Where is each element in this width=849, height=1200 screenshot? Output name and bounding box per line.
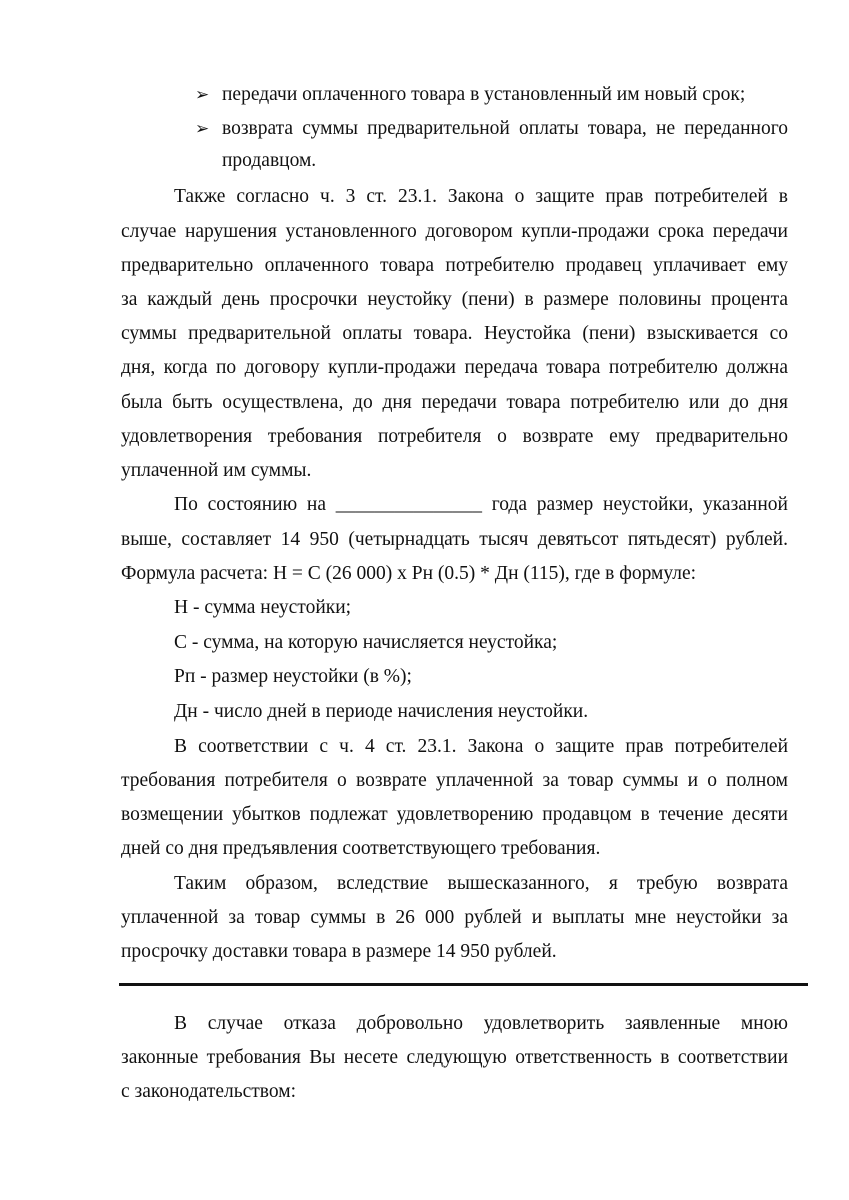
paragraph-5-line: В случае отказа добровольно удовлетворить заявленные мною	[174, 1013, 788, 1034]
formula-line: Формула расчета: Н = С (26 000) х Рн (0.5) * Дн (115), где в формуле:	[121, 563, 697, 584]
bullet-arrow-icon: ➢	[195, 85, 210, 104]
paragraph-1-line: случае нарушения установленного договором купли-продажи срока передачи	[121, 221, 788, 242]
bullet-arrow-icon: ➢	[195, 119, 210, 138]
paragraph-1-line: суммы предварительной оплаты товара. Неустойка (пени) взыскивается со	[121, 323, 788, 344]
paragraph-3-line: возмещении убытков подлежат удовлетворению продавцом в течение десяти	[121, 804, 788, 825]
paragraph-1-line: за каждый день просрочки неустойку (пени) в размере половины процента	[121, 289, 788, 310]
paragraph-4-line: уплаченной за товар суммы в 26 000 рублей и выплаты мне неустойки за	[121, 907, 788, 928]
paragraph-3-line: дней со дня предъявления соответствующего требования.	[121, 838, 601, 859]
paragraph-4-line: Таким образом, вследствие вышесказанного, я требую возврата	[174, 873, 788, 894]
paragraph-3-line: требования потребителя о возврате уплаченной за товар суммы и о полном	[121, 770, 788, 791]
paragraph-1-line: уплаченной им суммы.	[121, 460, 312, 481]
paragraph-5-line: с законодательством:	[121, 1081, 297, 1102]
definition-line: Рп - размер неустойки (в %);	[174, 666, 412, 687]
definition-line: Дн - число дней в периоде начисления неустойки.	[174, 701, 589, 722]
bullet-item-2-line-2: продавцом.	[222, 150, 317, 171]
section-divider	[119, 983, 808, 986]
paragraph-1-line: удовлетворения требования потребителя о возврате ему предварительно	[121, 426, 788, 447]
paragraph-4-line: просрочку доставки товара в размере 14 950 рублей.	[121, 941, 557, 962]
paragraph-1-line: Также согласно ч. 3 ст. 23.1. Закона о защите прав потребителей в	[174, 186, 788, 207]
definition-line: Н - сумма неустойки;	[174, 597, 352, 618]
paragraph-2-line: выше, составляет 14 950 (четырнадцать тысяч девятьсот пятьдесят) рублей.	[121, 529, 788, 550]
paragraph-3-line: В соответствии с ч. 4 ст. 23.1. Закона о защите прав потребителей	[174, 736, 788, 757]
paragraph-1-line: предварительно оплаченного товара потребителю продавец уплачивает ему	[121, 255, 788, 276]
paragraph-1-line: была быть осуществлена, до дня передачи товара потребителю или до дня	[121, 392, 788, 413]
paragraph-1-line: дня, когда по договору купли-продажи передача товара потребителю должна	[121, 357, 788, 378]
bullet-item-1: передачи оплаченного товара в установленный им новый срок;	[222, 84, 746, 105]
bullet-item-2-line-1: возврата суммы предварительной оплаты товара, не переданного	[222, 118, 788, 139]
paragraph-2-line: По состоянию на _______________ года размер неустойки, указанной	[174, 494, 788, 515]
definition-line: С - сумма, на которую начисляется неустойка;	[174, 632, 558, 653]
paragraph-5-line: законные требования Вы несете следующую ответственность в соответствии	[121, 1047, 788, 1068]
